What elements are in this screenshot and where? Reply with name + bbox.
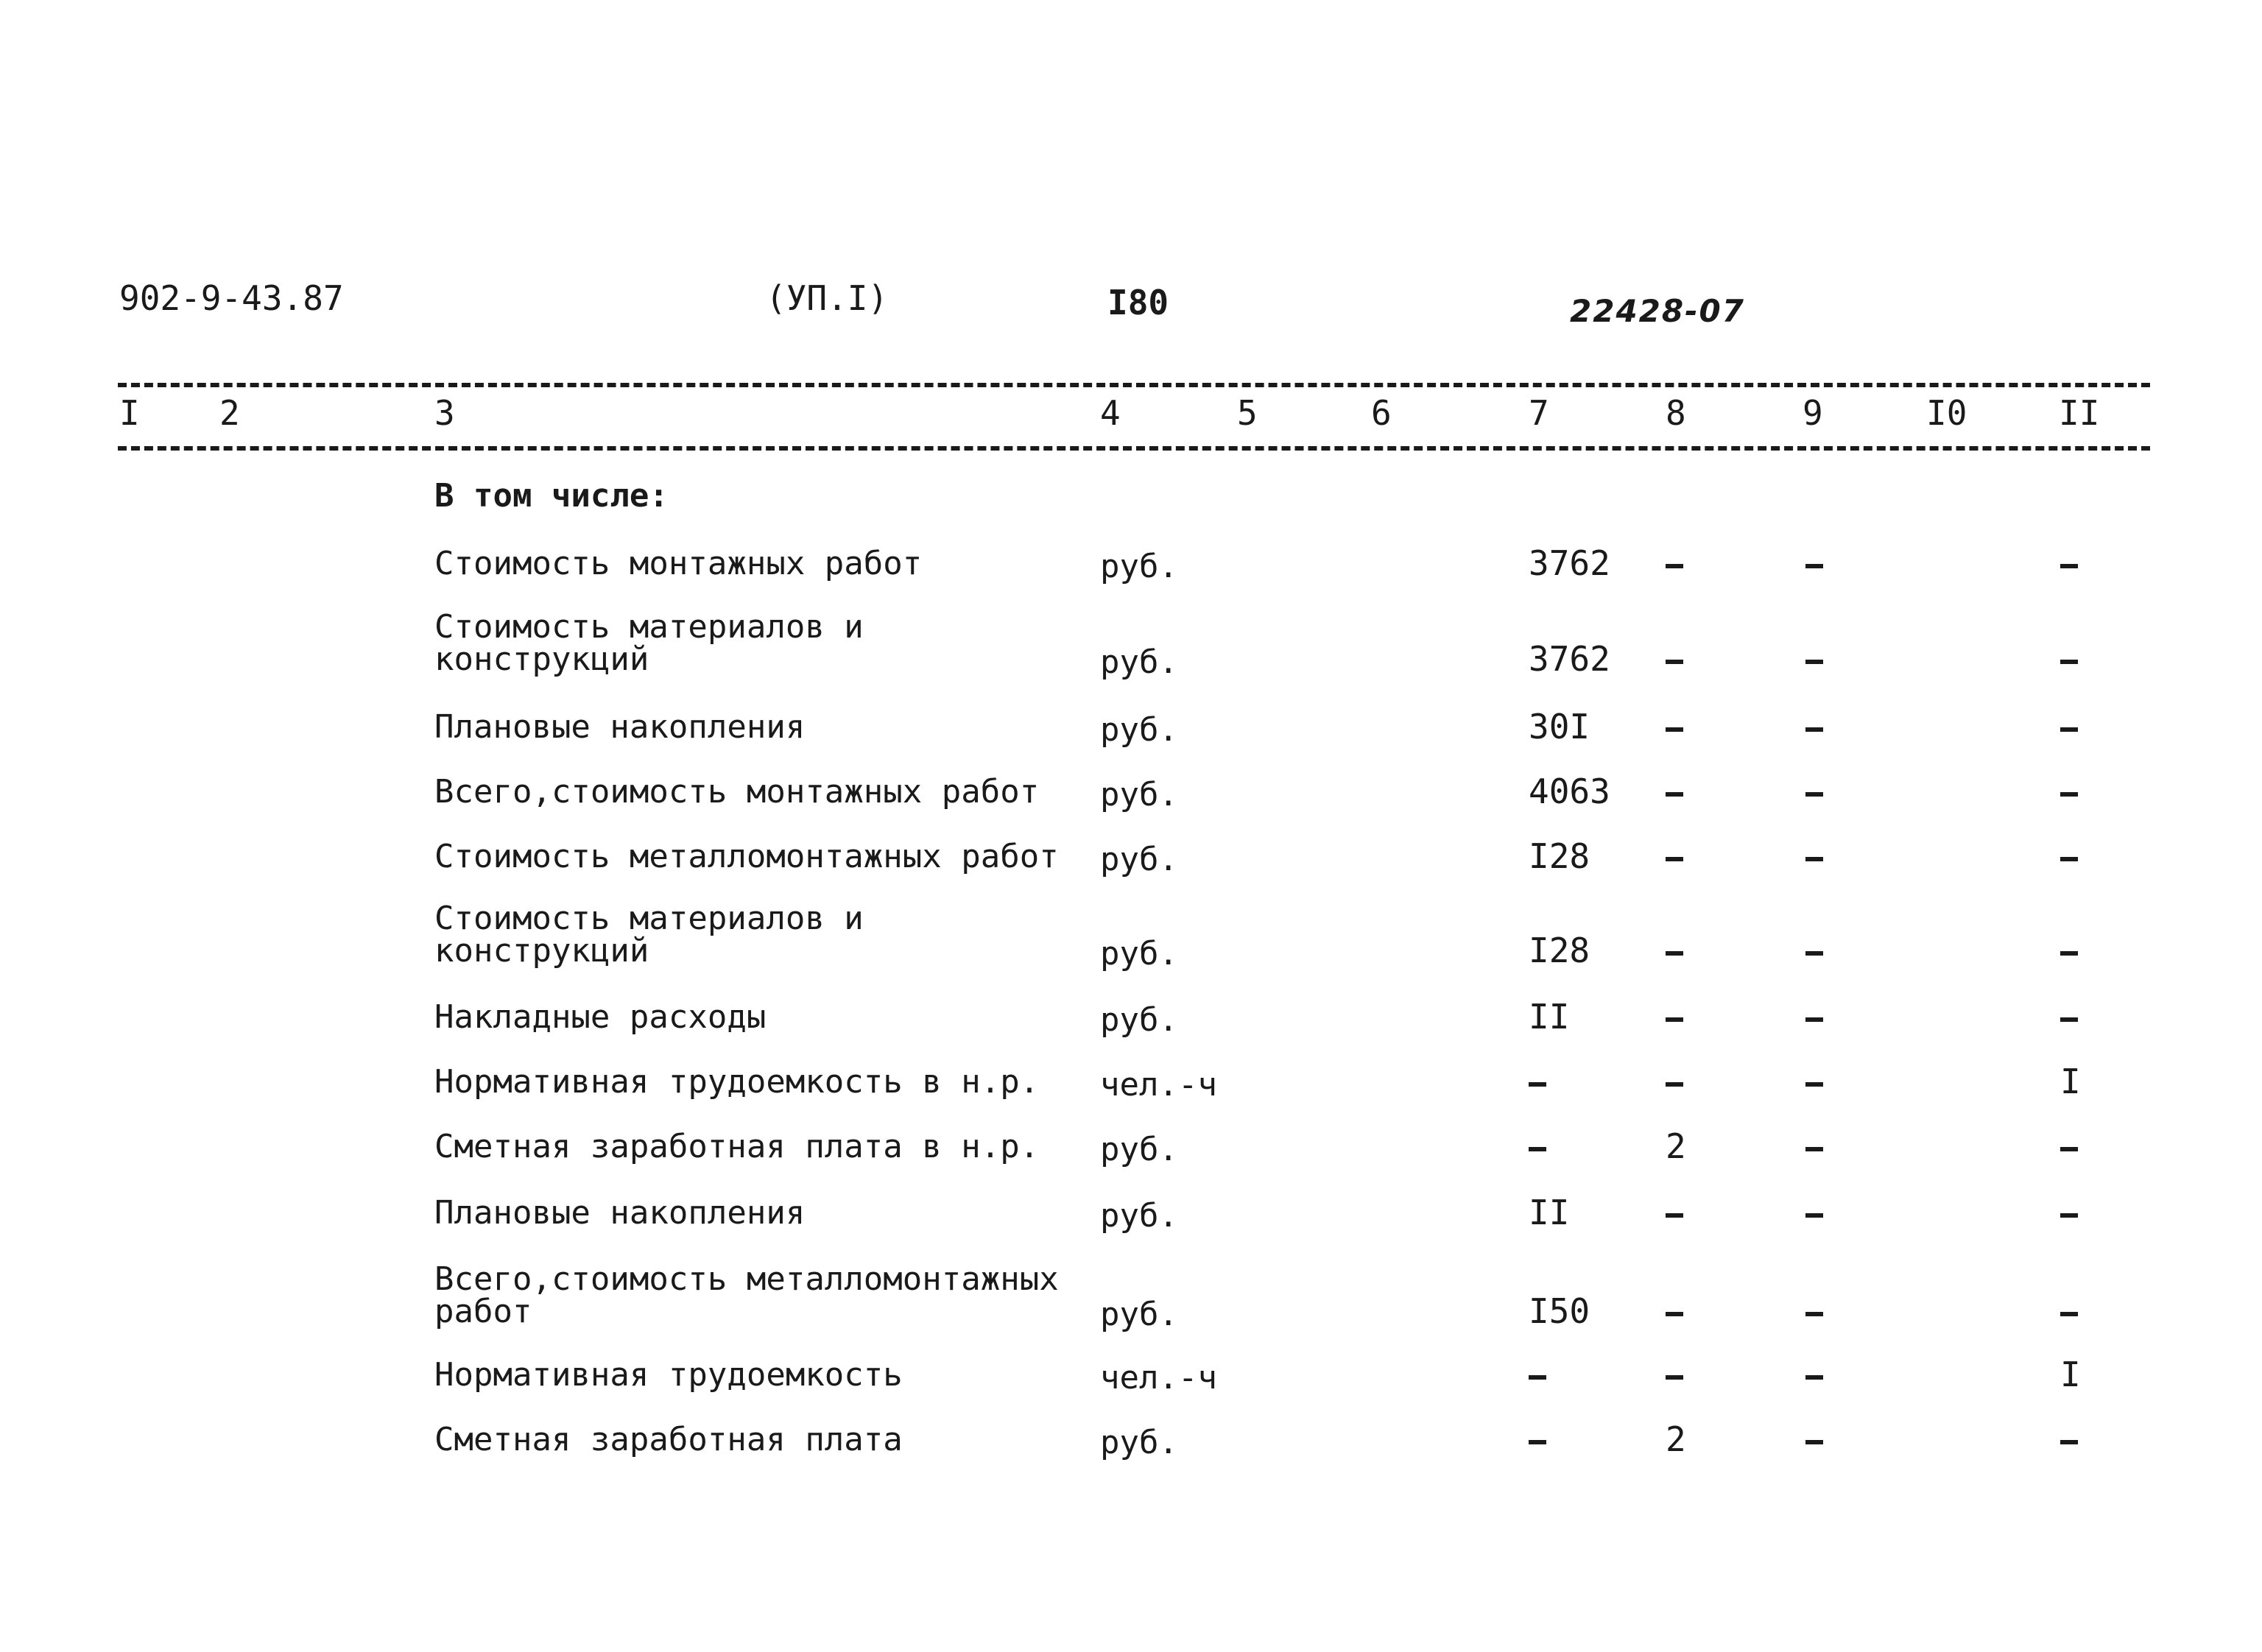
- column-number: 8: [1666, 393, 1686, 433]
- row-unit: руб.: [1100, 1131, 1178, 1168]
- row-label: [434, 608, 864, 678]
- section-number: (УП.I): [766, 278, 889, 318]
- cell-col8-dash: [1666, 1082, 1683, 1087]
- row-label: [434, 545, 923, 582]
- row-label: [434, 708, 806, 746]
- cell-col9-dash: [1805, 1082, 1823, 1087]
- cell-col8-dash: [1666, 1312, 1683, 1316]
- row-unit: руб.: [1100, 1424, 1178, 1461]
- cell-col9-dash: [1805, 727, 1823, 732]
- cell-col9-dash: [1805, 660, 1823, 664]
- cell-col7: I28: [1529, 836, 1590, 876]
- row-label-line: конструкций: [434, 640, 649, 678]
- row-label-line: Нормативная трудоемкость: [434, 1356, 903, 1394]
- cell-col11: I: [2060, 1355, 2081, 1394]
- table-header-rule: [118, 446, 2150, 451]
- row-label-line: Стоимость монтажных работ: [434, 545, 923, 582]
- row-unit: чел.-ч: [1100, 1359, 1217, 1397]
- cell-col9-dash: [1805, 1017, 1823, 1022]
- column-number: 2: [219, 393, 240, 433]
- table-top-rule: [118, 383, 2150, 387]
- row-label-line: работ: [434, 1293, 532, 1330]
- column-number: 7: [1529, 393, 1549, 433]
- cell-col7-dash: [1529, 1440, 1546, 1444]
- cell-col8-dash: [1666, 1375, 1683, 1380]
- row-label-line: конструкций: [434, 932, 649, 970]
- cell-col8-dash: [1666, 660, 1683, 664]
- cell-col11: I: [2060, 1062, 2081, 1101]
- row-label-line: Сметная заработная плата: [434, 1421, 903, 1458]
- column-number: II: [2059, 393, 2100, 433]
- column-number: I: [119, 393, 140, 433]
- column-number: I0: [1926, 393, 1967, 433]
- registration-stamp: 22428-07: [1570, 293, 1745, 329]
- row-unit: руб.: [1100, 1197, 1178, 1235]
- row-label: [434, 1260, 1059, 1330]
- row-label-line: Всего,стоимость металломонтажных: [434, 1260, 1059, 1298]
- column-number: 5: [1237, 393, 1258, 433]
- row-label: [434, 998, 767, 1036]
- cell-col11-dash: [2060, 1017, 2078, 1022]
- row-label-line: Стоимость материалов и: [434, 608, 864, 646]
- cell-col8-dash: [1666, 857, 1683, 861]
- row-label: [434, 838, 1059, 875]
- row-label-line: Плановые накопления: [434, 1194, 806, 1232]
- cell-col11-dash: [2060, 1213, 2078, 1218]
- cell-col9-dash: [1805, 1147, 1823, 1151]
- row-unit: руб.: [1100, 711, 1178, 749]
- cell-col9-dash: [1805, 1312, 1823, 1316]
- row-unit: руб.: [1100, 841, 1178, 878]
- cell-col11-dash: [2060, 857, 2078, 861]
- row-unit: руб.: [1100, 1296, 1178, 1333]
- cell-col8: 2: [1666, 1419, 1686, 1459]
- cell-col7: 4063: [1529, 772, 1610, 811]
- row-unit: руб.: [1100, 935, 1178, 973]
- cell-col7: 3762: [1529, 639, 1610, 679]
- cell-col7-dash: [1529, 1082, 1546, 1087]
- column-number: 6: [1371, 393, 1392, 433]
- cell-col7: I50: [1529, 1291, 1590, 1331]
- row-label-line: Плановые накопления: [434, 708, 806, 746]
- row-label: [434, 1421, 903, 1458]
- cell-col8-dash: [1666, 1017, 1683, 1022]
- document-code: 902-9-43.87: [119, 278, 344, 318]
- cell-col7: II: [1529, 997, 1570, 1037]
- cell-col11-dash: [2060, 1147, 2078, 1151]
- row-label: [434, 900, 864, 970]
- cell-col9-dash: [1805, 1375, 1823, 1380]
- cell-col9-dash: [1805, 1440, 1823, 1444]
- cell-col8-dash: [1666, 792, 1683, 797]
- row-label: [434, 773, 1040, 811]
- cell-col11-dash: [2060, 564, 2078, 568]
- cell-col8-dash: [1666, 564, 1683, 568]
- column-number: 9: [1803, 393, 1823, 433]
- cell-col7-dash: [1529, 1375, 1546, 1380]
- row-label: [434, 1063, 1040, 1101]
- cell-col7-dash: [1529, 1147, 1546, 1151]
- row-label: [434, 1356, 903, 1394]
- cell-col9-dash: [1805, 951, 1823, 956]
- cell-col8-dash: [1666, 1213, 1683, 1218]
- cell-col11-dash: [2060, 951, 2078, 956]
- cell-col8-dash: [1666, 951, 1683, 956]
- cell-col9-dash: [1805, 564, 1823, 568]
- group-label: В том числе:: [434, 477, 669, 515]
- row-label-line: Накладные расходы: [434, 998, 767, 1036]
- cell-col9-dash: [1805, 792, 1823, 797]
- row-label-line: Всего,стоимость монтажных работ: [434, 773, 1040, 811]
- row-label-line: Стоимость металломонтажных работ: [434, 838, 1059, 875]
- row-label: [434, 1194, 806, 1232]
- cell-col8: 2: [1666, 1126, 1686, 1166]
- column-number: 3: [434, 393, 455, 433]
- cell-col9-dash: [1805, 857, 1823, 861]
- cell-col7: 3762: [1529, 543, 1610, 583]
- row-label-line: Нормативная трудоемкость в н.р.: [434, 1063, 1040, 1101]
- cell-col11-dash: [2060, 1440, 2078, 1444]
- cell-col11-dash: [2060, 792, 2078, 797]
- row-unit: руб.: [1100, 1001, 1178, 1039]
- cell-col9-dash: [1805, 1213, 1823, 1218]
- row-label-line: Стоимость материалов и: [434, 900, 864, 937]
- cell-col7: I28: [1529, 931, 1590, 970]
- cell-col11-dash: [2060, 1312, 2078, 1316]
- row-label: [434, 1128, 1040, 1165]
- row-unit: руб.: [1100, 643, 1178, 681]
- cell-col7: II: [1529, 1193, 1570, 1232]
- row-unit: руб.: [1100, 548, 1178, 585]
- cell-col7: 30I: [1529, 707, 1590, 746]
- cell-col11-dash: [2060, 727, 2078, 732]
- column-number: 4: [1100, 393, 1121, 433]
- row-label-line: Сметная заработная плата в н.р.: [434, 1128, 1040, 1165]
- page-number: I80: [1107, 283, 1169, 322]
- cell-col8-dash: [1666, 727, 1683, 732]
- cell-col11-dash: [2060, 660, 2078, 664]
- row-unit: руб.: [1100, 776, 1178, 813]
- row-unit: чел.-ч: [1100, 1066, 1217, 1104]
